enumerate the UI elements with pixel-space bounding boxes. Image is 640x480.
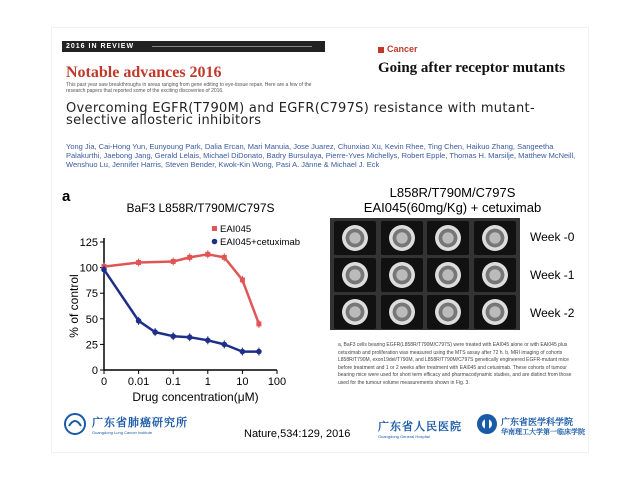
academy-name: 广东省医学科学院	[501, 417, 574, 427]
category-label: Cancer	[387, 44, 418, 54]
x-tick-label-1: 0.01	[127, 376, 150, 388]
mri-scan-image	[389, 262, 415, 288]
mri-scan-r1-c0	[334, 258, 376, 292]
mri-scan-image	[435, 262, 461, 288]
legend-marker-0	[212, 226, 217, 231]
chart-title: BaF3 L858R/T790M/C797S	[126, 201, 275, 215]
lung-cancer-institute-logo	[62, 412, 188, 441]
mri-scan-r2-c1	[381, 295, 423, 329]
mri-scan-image	[389, 299, 415, 325]
mri-scan-image	[482, 262, 508, 288]
paper-authors: Yong Jia, Cai-Hong Yun, Eunyoung Park, Dalia Ercan, Mari Manuia, Jose Juarez, Chunxiao Xu, Kevin Rhee, Ting Chen, Haikuo Zhang, Sangeetha Palakurthi, Jaebong Jang, Gerald Lelais, Michael DiDonato, Badry Bursulaya, Pierre-Yves Michellys, Robert Epple, Thomas H. Marsilje, Matthew McNeill, Wenshuo Lu, Jennifer Harris, Steven Bender, Kwok-Kin Wong, Pasi A. Jänne & Michael J. Eck	[66, 142, 576, 169]
series-line-0	[104, 254, 259, 324]
x-tick-label-4: 10	[236, 376, 249, 388]
y-tick-label-2: 50	[85, 313, 98, 326]
series-line-1	[104, 270, 259, 352]
mri-scan-image	[389, 225, 415, 251]
citation: Nature,534:129, 2016	[244, 428, 351, 440]
mri-scan-r0-c1	[381, 221, 423, 255]
mri-title-line2: EAI045(60mg/Kg) + cetuximab	[363, 200, 542, 215]
y-tick-label-4: 100	[79, 262, 98, 275]
academy-emblem-icon	[475, 412, 499, 436]
mri-scan-image	[482, 299, 508, 325]
category-tag	[378, 44, 418, 54]
mri-scan-image	[435, 225, 461, 251]
x-tick-label-0: 0	[100, 376, 108, 388]
mri-scan-image	[482, 225, 508, 251]
x-tick-label-2: 0.1	[165, 376, 181, 388]
mri-scan-r2-c3	[474, 295, 516, 329]
mri-scan-r1-c3	[474, 258, 516, 292]
mri-scan-r1-c2	[427, 258, 469, 292]
legend-label-0: EAI045	[220, 224, 252, 235]
y-axis-label: % of control	[67, 274, 81, 338]
feature-headline: Going after receptor mutants	[378, 60, 566, 76]
review-banner	[62, 41, 325, 52]
x-axis-label: Drug concentration(μM)	[132, 390, 259, 404]
hospital-name: 广东省人民医院	[378, 421, 462, 433]
mri-scan-r0-c0	[334, 221, 376, 255]
review-banner-label: 2016 IN REVIEW	[66, 43, 135, 50]
paper-title: Overcoming EGFR(T790M) and EGFR(C797S) resistance with mutant-selective allosteric inhibitors	[66, 101, 535, 128]
y-tick-label-1: 25	[85, 339, 98, 352]
y-tick-label-0: 0	[91, 365, 98, 377]
legend-marker-1	[212, 239, 218, 245]
institute-name: 广东省肺癌研究所	[92, 417, 188, 429]
category-square-icon	[378, 47, 384, 53]
mri-scan-image	[342, 262, 368, 288]
mri-scan-r0-c3	[474, 221, 516, 255]
banner-rule	[152, 46, 312, 47]
figure-caption: a, BaF3 cells bearing EGFR(L858R/T790M/C797S) were treated with EAI045 alone or with EAI045 plus cetuximab and proliferation was measured using the MTS assay after 72 h. b, MRI imaging of cohorts L858R/T790M, exon19del/T790M, and L858R/T790M/C797S genetically engineered EGFR-mutant mice before treatment and 1 or 2 weeks after treatment with EAI045 and cetuximab. These cohorts of tumour bearing mice were used for short term efficacy and pharmacodynamic studies, and are distinct from those used for the tumour volume measurements shown in Fig. 3.	[338, 342, 572, 386]
mri-panel-title	[325, 185, 580, 215]
y-tick-label-5: 125	[79, 237, 98, 249]
general-hospital-logo	[378, 418, 462, 439]
legend-label-1: EAI045+cetuximab	[220, 237, 301, 248]
mri-image-grid	[330, 218, 520, 330]
x-tick-label-3: 1	[204, 376, 211, 388]
mri-scan-image	[435, 299, 461, 325]
academy-subname: 华南理工大学第一临床学院	[501, 428, 585, 436]
week-label-0: Week -0	[530, 230, 575, 244]
mri-title-line1: L858R/T790M/C797S	[389, 185, 516, 200]
week-label-2: Week -2	[530, 306, 575, 320]
mri-scan-r2-c2	[427, 295, 469, 329]
mri-scan-image	[342, 299, 368, 325]
dose-response-chart	[62, 190, 327, 422]
notable-blurb: This past year saw breakthroughs in areas ranging from gene editing to eye-tissue repair. Here are a few of the research papers that reported some of the exciting discoveries of 2016.	[66, 82, 312, 94]
week-label-1: Week -1	[530, 268, 575, 282]
notable-title: Notable advances 2016	[66, 64, 222, 81]
x-tick-label-5: 100	[267, 376, 287, 388]
academy-logo	[475, 412, 585, 441]
y-tick-label-3: 75	[85, 288, 98, 301]
mri-scan-r1-c1	[381, 258, 423, 292]
hospital-subname: Guangdong General Hospital	[378, 434, 430, 439]
mri-scan-r0-c2	[427, 221, 469, 255]
institute-subname: Guangdong Lung Cancer Institute	[92, 430, 153, 435]
mri-scan-r2-c0	[334, 295, 376, 329]
mri-scan-image	[342, 225, 368, 251]
panel-a-label: a	[62, 188, 71, 205]
institute-emblem-icon	[62, 412, 88, 436]
